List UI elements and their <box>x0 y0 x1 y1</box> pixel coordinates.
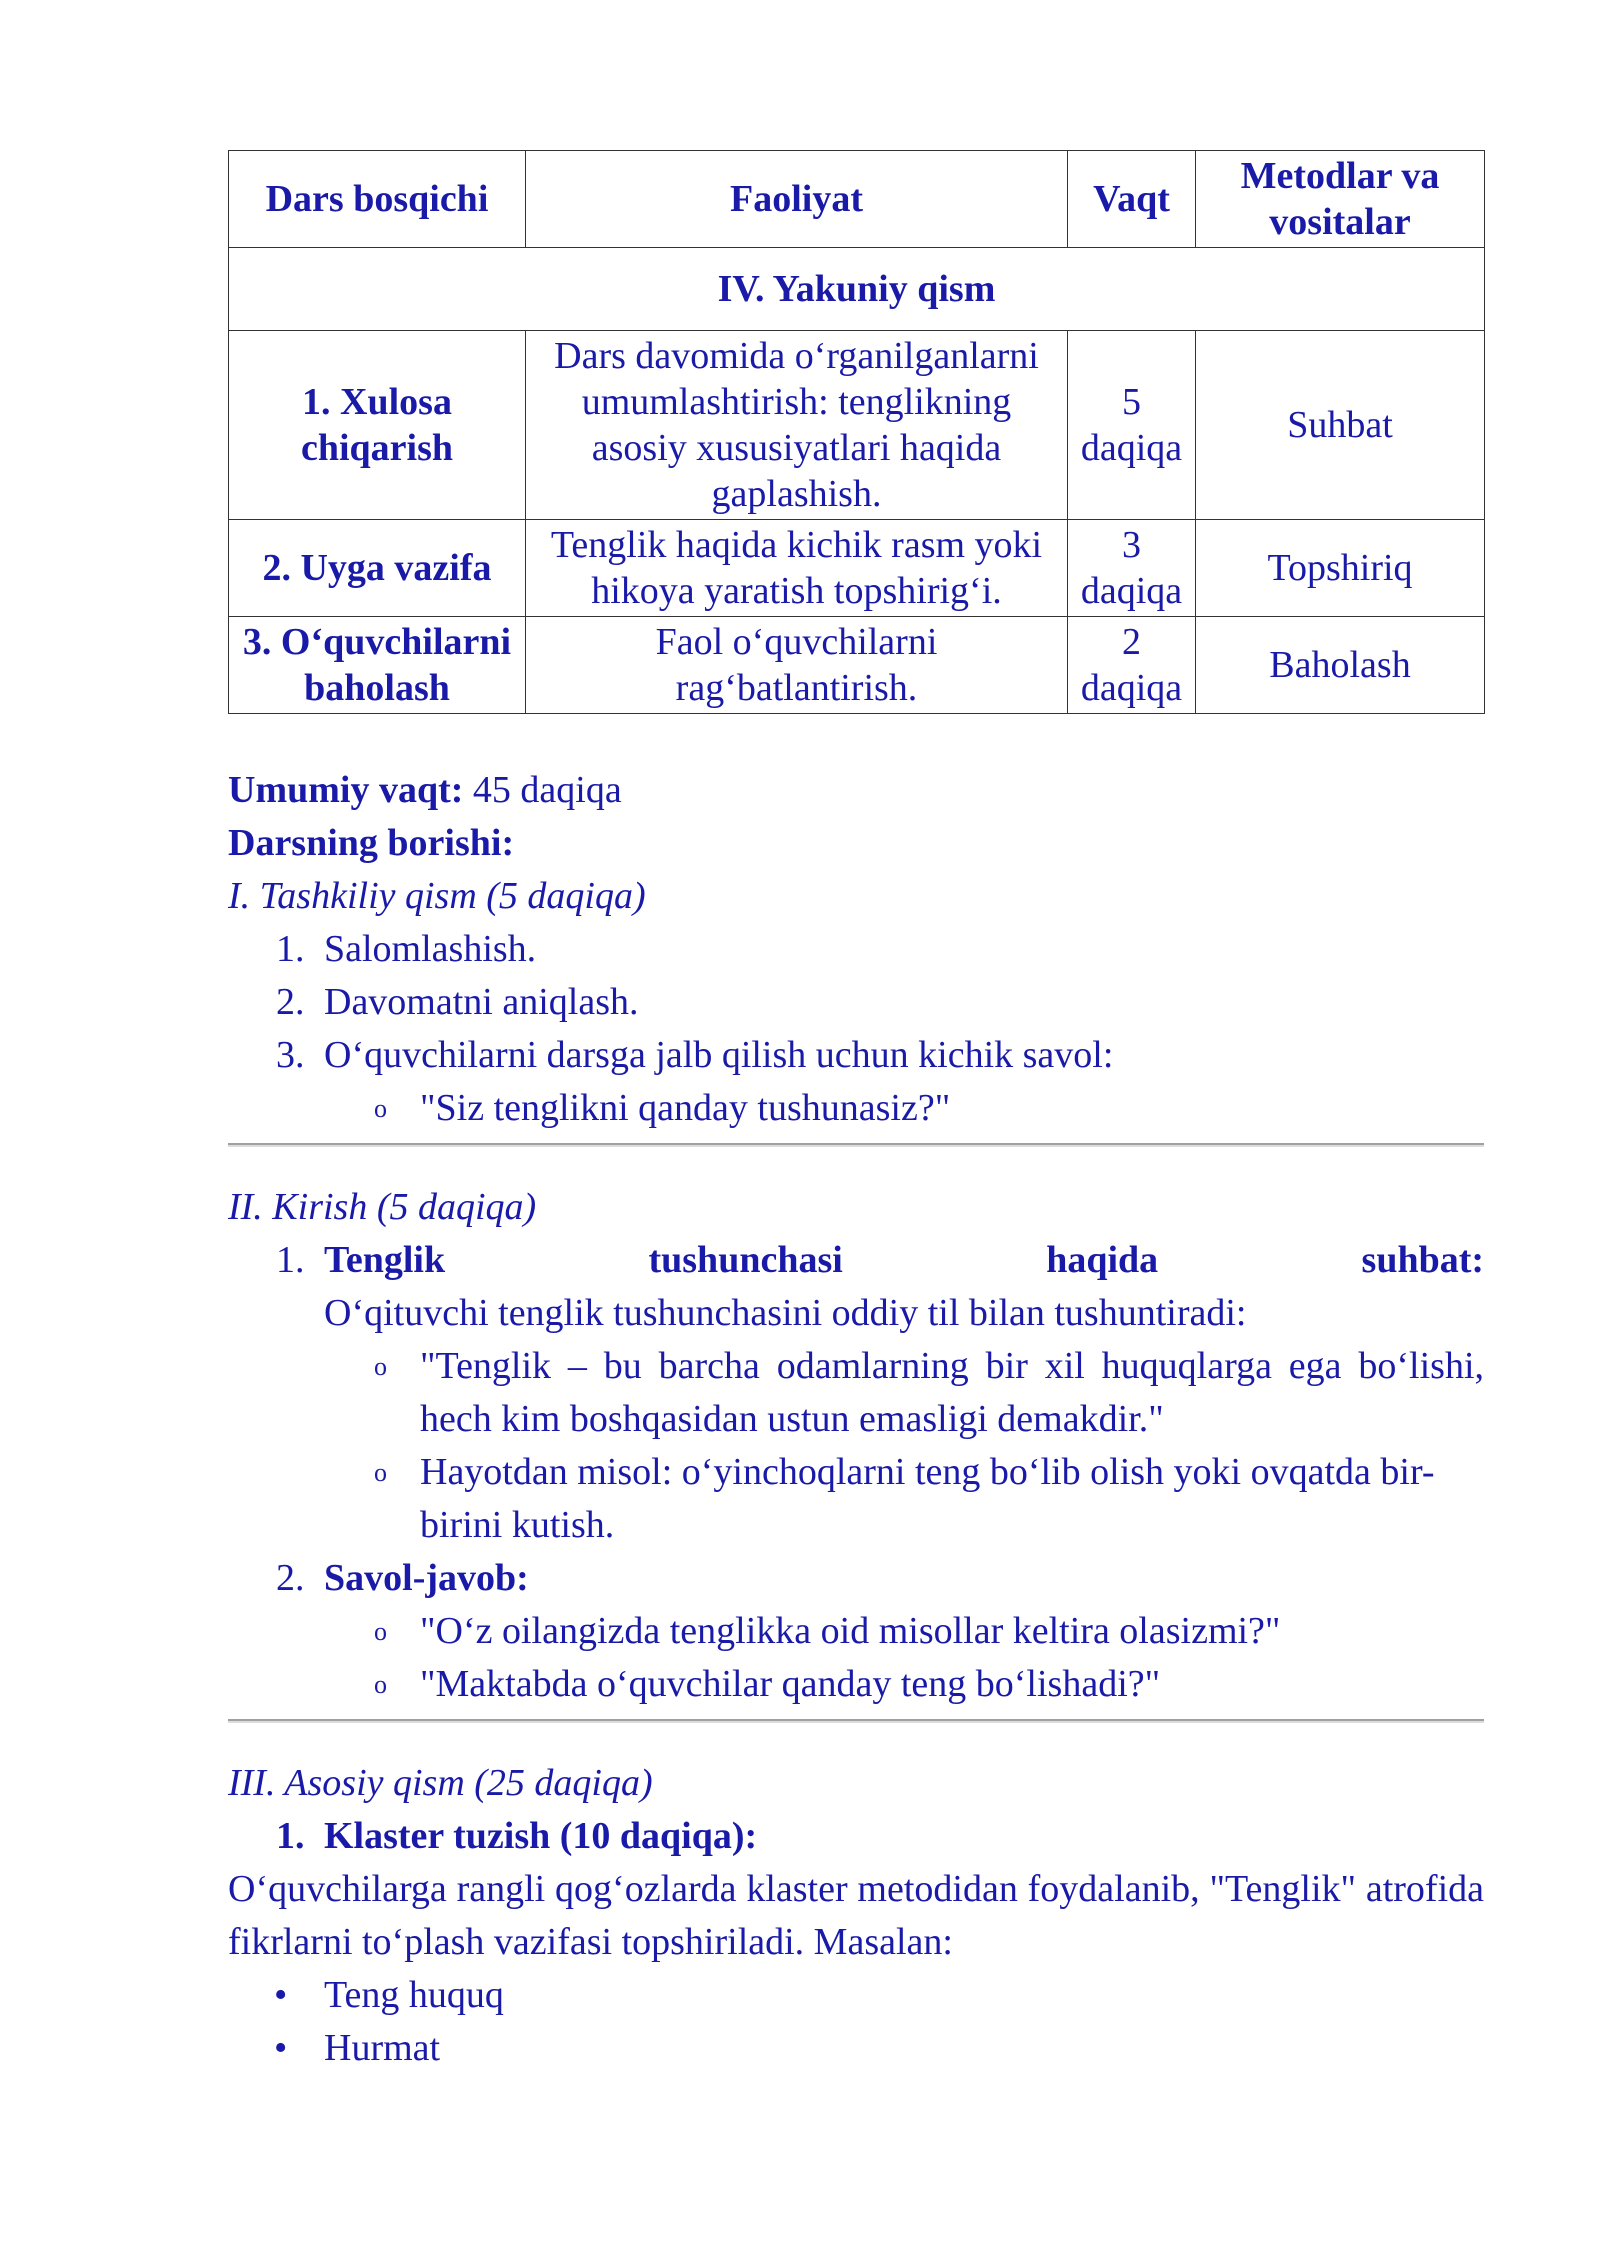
sub-list-text: "Tenglik – bu barcha odamlarning bir xil huquqlarga ega bo‘lishi, hech kim boshqasidan ustun emasligi demakdir." <box>420 1345 1484 1440</box>
section-heading: II. Kirish (5 daqiqa) <box>228 1186 537 1228</box>
lesson-body <box>228 764 1484 2075</box>
title-word: haqida <box>1046 1239 1159 1281</box>
header-time: Vaqt <box>1068 151 1196 248</box>
header-stage: Dars bosqichi <box>229 151 526 248</box>
activity-cell: Tenglik haqida kichik rasm yoki hikoya yaratish topshirig‘i. <box>526 520 1068 617</box>
method-cell: Topshiriq <box>1196 520 1485 617</box>
method-cell: Baholash <box>1196 617 1485 714</box>
document-page <box>228 150 1484 2075</box>
stage-cell: 3. O‘quvchilarni baholash <box>229 617 526 714</box>
list-item-text: O‘qituvchi tenglik tushunchasini oddiy til bilan tushuntiradi: <box>324 1292 1247 1334</box>
sub-list-text: "O‘z oilangizda tenglikka oid misollar keltira olasizmi?" <box>420 1610 1281 1652</box>
section-heading: III. Asosiy qism (25 daqiqa) <box>228 1762 653 1804</box>
list-item-text: Salomlashish. <box>324 928 537 970</box>
sub-list-text: "Siz tenglikni qanday tushunasiz?" <box>420 1087 951 1129</box>
sub-list-item <box>228 1446 1484 1552</box>
list-number: 2. <box>276 981 305 1023</box>
lesson-table <box>228 150 1485 714</box>
list-item <box>228 1029 1484 1082</box>
circle-bullet-icon: o <box>374 1458 387 1487</box>
title-word: Tenglik <box>324 1239 446 1281</box>
sub-list-item <box>228 1605 1484 1658</box>
list-item <box>228 976 1484 1029</box>
list-item <box>228 923 1484 976</box>
bullet-icon: • <box>274 2027 288 2069</box>
lesson-flow-heading: Darsning borishi: <box>228 822 515 864</box>
activity-cell: Faol o‘quvchilarni rag‘batlantirish. <box>526 617 1068 714</box>
paragraph: O‘quvchilarga rangli qog‘ozlarda klaster metodidan foydalanib, "Tenglik" atrofida fikrlarni to‘plash vazifasi topshiriladi. Masalan: <box>228 1868 1484 1963</box>
list-item-text: O‘quvchilarni darsga jalb qilish uchun kichik savol: <box>324 1034 1114 1076</box>
total-time-line <box>228 764 1484 817</box>
total-time-value: 45 daqiqa <box>463 769 622 811</box>
total-time-label: Umumiy vaqt: <box>228 769 464 811</box>
list-item <box>228 1810 1484 1863</box>
bullet-icon: • <box>274 1974 288 2016</box>
list-item <box>228 1552 1484 1605</box>
list-number: 2. <box>276 1557 305 1599</box>
list-item-title <box>276 1234 1484 1287</box>
sub-list-item <box>228 1658 1484 1711</box>
method-cell: Suhbat <box>1196 331 1485 520</box>
table-section-row <box>229 248 1485 331</box>
horizontal-divider <box>228 1143 1484 1147</box>
time-cell: 5 daqiqa <box>1068 331 1196 520</box>
header-methods: Metodlar va vositalar <box>1196 151 1485 248</box>
horizontal-divider <box>228 1719 1484 1723</box>
title-word: tushunchasi <box>648 1239 843 1281</box>
activity-cell: Dars davomida o‘rganilganlarni umumlashtirish: tenglikning asosiy xususiyatlari haqida gaplashish. <box>526 331 1068 520</box>
sub-list-item <box>228 1082 1484 1135</box>
sub-list-text: Hayotdan misol: o‘yinchoqlarni teng bo‘lib olish yoki ovqatda bir-birini kutish. <box>420 1451 1435 1546</box>
table-header-row <box>229 151 1485 248</box>
list-number: 1. <box>276 928 305 970</box>
table-row <box>229 617 1485 714</box>
stage-cell: 1. Xulosa chiqarish <box>229 331 526 520</box>
time-cell: 2 daqiqa <box>1068 617 1196 714</box>
header-activity: Faoliyat <box>526 151 1068 248</box>
table-row <box>229 520 1485 617</box>
list-item-text: Davomatni aniqlash. <box>324 981 639 1023</box>
title-word: suhbat: <box>1361 1239 1485 1281</box>
circle-bullet-icon: o <box>374 1617 387 1646</box>
sub-list-text: "Maktabda o‘quvchilar qanday teng bo‘lishadi?" <box>420 1663 1161 1705</box>
bullet-text: Teng huquq <box>324 1974 504 2016</box>
list-number: 1. <box>276 1815 305 1857</box>
list-number: 1. <box>276 1239 305 1281</box>
list-item-title: Klaster tuzish (10 daqiqa): <box>324 1815 758 1857</box>
table-row <box>229 331 1485 520</box>
section-heading: I. Tashkiliy qism (5 daqiqa) <box>228 875 646 917</box>
stage-cell: 2. Uyga vazifa <box>229 520 526 617</box>
circle-bullet-icon: o <box>374 1094 387 1123</box>
bullet-text: Hurmat <box>324 2027 441 2069</box>
time-cell: 3 daqiqa <box>1068 520 1196 617</box>
list-number: 3. <box>276 1034 305 1076</box>
bullet-item <box>228 1969 1484 2022</box>
bullet-item <box>228 2022 1484 2075</box>
section-title: IV. Yakuniy qism <box>229 248 1485 331</box>
circle-bullet-icon: o <box>374 1352 387 1381</box>
list-item <box>228 1234 1484 1340</box>
sub-list-item <box>228 1340 1484 1446</box>
list-item-title: Savol-javob: <box>324 1557 529 1599</box>
circle-bullet-icon: o <box>374 1670 387 1699</box>
